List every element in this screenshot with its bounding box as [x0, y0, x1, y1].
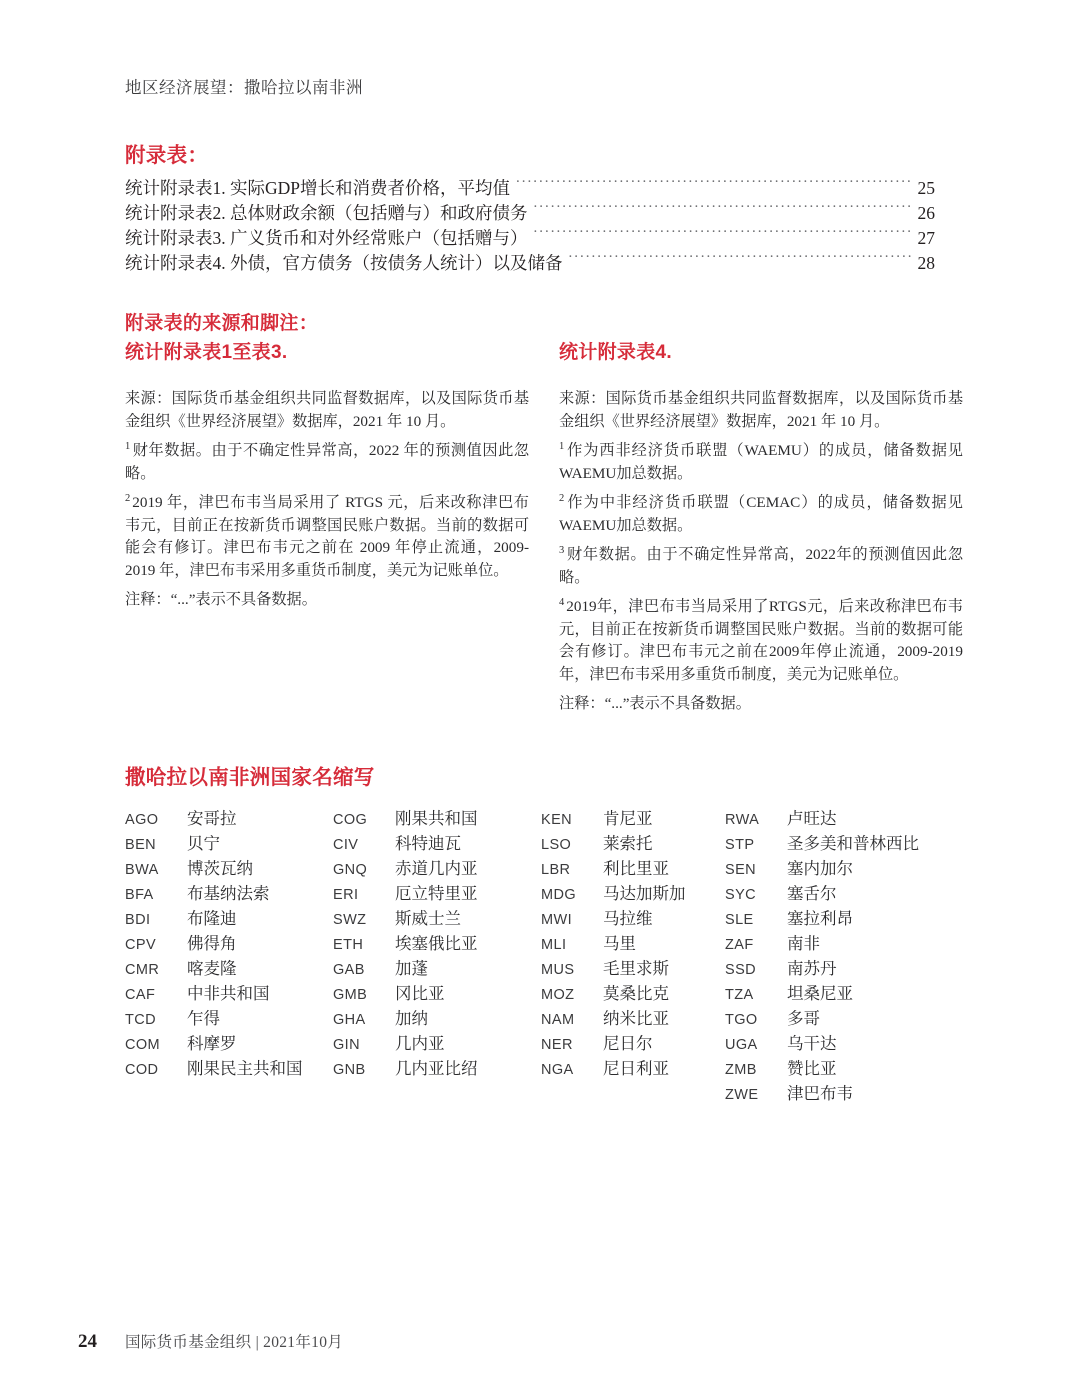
footnote-paragraph [559, 596, 963, 686]
toc-dot-leader [534, 202, 913, 220]
footnote-paragraph [125, 492, 529, 582]
country-code: GHA [333, 1012, 366, 1028]
abbreviation-row [333, 931, 541, 956]
abbreviation-row [541, 806, 725, 831]
footnote-paragraph [559, 492, 963, 537]
country-name: 科摩罗 [187, 1034, 237, 1053]
country-code: SYC [725, 887, 757, 903]
country-code: BWA [125, 862, 159, 878]
footnote-marker: 4 [559, 596, 565, 608]
abbreviation-row [125, 856, 333, 881]
country-code: COM [125, 1037, 161, 1053]
country-name: 喀麦隆 [187, 959, 237, 978]
country-name: 赤道几内亚 [395, 859, 478, 878]
toc-entry[interactable] [125, 251, 935, 276]
abbreviation-row [333, 856, 541, 881]
abbreviation-row [725, 906, 933, 931]
country-name: 冈比亚 [395, 984, 445, 1003]
country-code: SWZ [333, 912, 367, 928]
abbreviation-row [725, 1056, 933, 1081]
country-name: 塞舌尔 [787, 884, 837, 903]
note-text: 注释：“...”表示不具备数据。 [125, 591, 317, 608]
footnote-paragraph [559, 440, 963, 485]
source-note-paragraph [559, 388, 963, 433]
abbreviation-row [333, 881, 541, 906]
note-text: 来源：国际货币基金组织共同监督数据库，以及国际货币基金组织《世界经济展望》数据库，2021 年 10 月。 [125, 390, 529, 430]
note-text: 2019 年，津巴布韦当局采用了 RTGS 元，后来改称津巴布韦元，目前正在按新货币调整国民账户数据。当前的数据可能会有修订。津巴布韦元之前在 2009 年停止流通，2009-2019 年，津巴布韦采用多重货币制度，美元为记账单位。 [125, 494, 529, 579]
abbreviation-row [725, 881, 933, 906]
abbreviation-row [125, 956, 333, 981]
appendix-tables-heading: 附录表： [125, 144, 209, 167]
toc-dot-leader [516, 177, 912, 195]
toc-entry-page-number: 28 [917, 253, 935, 273]
abbreviation-row [333, 981, 541, 1006]
page-footer [78, 1330, 343, 1353]
abbreviation-row [333, 831, 541, 856]
country-code: CIV [333, 837, 359, 853]
country-name: 卢旺达 [787, 809, 837, 828]
toc-dot-leader [534, 227, 913, 245]
toc-entry-label: 统计附录表4. 外债，官方债务（按债务人统计）以及储备 [125, 253, 563, 273]
country-code: NGA [541, 1062, 574, 1078]
country-name: 几内亚比绍 [395, 1059, 478, 1078]
abbreviation-row [125, 881, 333, 906]
country-name: 南苏丹 [787, 959, 837, 978]
abbreviation-row [725, 831, 933, 856]
country-code: CPV [125, 937, 157, 953]
country-name: 佛得角 [187, 934, 237, 953]
country-code: GMB [333, 987, 368, 1003]
toc-entry[interactable] [125, 226, 935, 251]
country-name: 塞拉利昂 [787, 909, 853, 928]
country-code: SSD [725, 962, 757, 978]
abbreviation-row [725, 856, 933, 881]
abbreviation-row [125, 1056, 333, 1081]
note-text: 来源：国际货币基金组织共同监督数据库，以及国际货币基金组织《世界经济展望》数据库，2021 年 10 月。 [559, 390, 963, 430]
country-name: 利比里亚 [603, 859, 669, 878]
abbreviation-row [541, 881, 725, 906]
country-name: 马里 [603, 934, 636, 953]
country-code: BFA [125, 887, 154, 903]
toc-dot-leader [569, 252, 913, 270]
notes-column-left [125, 388, 529, 612]
country-code: ZMB [725, 1062, 757, 1078]
country-name: 津巴布韦 [787, 1084, 853, 1103]
abbreviation-row [333, 1056, 541, 1081]
country-code: TCD [125, 1012, 157, 1028]
country-name: 马拉维 [603, 909, 653, 928]
toc-entry-page-number: 27 [917, 228, 935, 248]
toc-entry-page-number: 25 [917, 178, 935, 198]
country-code: ZWE [725, 1087, 759, 1103]
country-name: 中非共和国 [187, 984, 270, 1003]
abbreviation-row [125, 906, 333, 931]
abbreviation-row [333, 956, 541, 981]
footer-page-number: 24 [78, 1331, 97, 1352]
country-name: 刚果民主共和国 [187, 1059, 303, 1078]
abbreviation-row [541, 931, 725, 956]
note-text: 2019年，津巴布韦当局采用了RTGS元，后来改称津巴布韦元，目前正在按新货币调整国民账户数据。当前的数据可能会有修订。津巴布韦元之前在2009年停止流通，2009-2019年，津巴布韦采用多重货币制度，美元为记账单位。 [559, 598, 963, 683]
sources-and-footnotes-heading: 附录表的来源和脚注： [125, 313, 319, 334]
country-name: 塞内加尔 [787, 859, 853, 878]
abbreviation-row [725, 931, 933, 956]
abbreviation-row [725, 1031, 933, 1056]
abbreviation-row [125, 1031, 333, 1056]
country-code: GAB [333, 962, 365, 978]
abbreviation-row [333, 806, 541, 831]
country-name: 埃塞俄比亚 [395, 934, 478, 953]
toc-entry-page-number: 26 [917, 203, 935, 223]
footnote-marker: 2 [559, 492, 565, 504]
country-name: 科特迪瓦 [395, 834, 461, 853]
country-name: 加蓬 [395, 959, 428, 978]
country-code: TGO [725, 1012, 758, 1028]
toc-entry-label: 统计附录表3. 广义货币和对外经常账户（包括赠与） [125, 228, 528, 248]
country-code: UGA [725, 1037, 758, 1053]
source-note-paragraph [125, 589, 529, 612]
country-code: MUS [541, 962, 575, 978]
country-code: NER [541, 1037, 573, 1053]
country-name: 纳米比亚 [603, 1009, 669, 1028]
country-code: SLE [725, 912, 754, 928]
country-code: BDI [125, 912, 151, 928]
footnote-paragraph [559, 544, 963, 589]
country-name: 莱索托 [603, 834, 653, 853]
country-code: LBR [541, 862, 571, 878]
toc-entry[interactable] [125, 201, 935, 226]
country-name: 乍得 [187, 1009, 220, 1028]
abbreviations-column [333, 806, 541, 1106]
country-name: 厄立特里亚 [395, 884, 478, 903]
country-code: MLI [541, 937, 567, 953]
country-code: CMR [125, 962, 160, 978]
country-code: NAM [541, 1012, 575, 1028]
note-text: 作为西非经济货币联盟（WAEMU）的成员，储备数据见WAEMU加总数据。 [559, 442, 963, 482]
country-abbreviations-grid [125, 806, 985, 1106]
abbreviation-row [725, 806, 933, 831]
abbreviation-row [333, 1031, 541, 1056]
country-code: BEN [125, 837, 157, 853]
abbreviation-row [333, 906, 541, 931]
country-code: ZAF [725, 937, 754, 953]
country-name: 肯尼亚 [603, 809, 653, 828]
footnote-marker: 2 [125, 492, 131, 504]
footnote-paragraph [125, 440, 529, 485]
toc-entry[interactable] [125, 176, 935, 201]
toc-entry-label: 统计附录表1. 实际GDP增长和消费者价格，平均值 [125, 178, 511, 198]
running-header: 地区经济展望：撒哈拉以南非洲 [125, 78, 363, 97]
country-name: 圣多美和普林西比 [787, 834, 919, 853]
abbreviation-row [125, 931, 333, 956]
country-name: 赞比亚 [787, 1059, 837, 1078]
country-name: 刚果共和国 [395, 809, 478, 828]
abbreviations-heading: 撒哈拉以南非洲国家名缩写 [125, 766, 375, 789]
abbreviation-row [541, 1031, 725, 1056]
country-code: GNB [333, 1062, 366, 1078]
country-code: KEN [541, 812, 573, 828]
country-code: AGO [125, 812, 159, 828]
source-note-paragraph [559, 693, 963, 716]
source-note-paragraph [125, 388, 529, 433]
abbreviation-row [541, 906, 725, 931]
country-code: STP [725, 837, 755, 853]
country-code: TZA [725, 987, 754, 1003]
abbreviation-row [725, 1006, 933, 1031]
sources-subheading-tables-1-3: 统计附录表1至表3. [125, 342, 288, 363]
country-code: ETH [333, 937, 364, 953]
country-code: COD [125, 1062, 159, 1078]
abbreviation-row [725, 956, 933, 981]
country-name: 安哥拉 [187, 809, 237, 828]
abbreviation-row [125, 831, 333, 856]
country-code: COG [333, 812, 368, 828]
country-name: 布隆迪 [187, 909, 237, 928]
abbreviation-row [541, 831, 725, 856]
country-name: 斯威士兰 [395, 909, 461, 928]
abbreviation-row [125, 1006, 333, 1031]
footnote-marker: 3 [559, 544, 565, 556]
abbreviation-row [541, 1056, 725, 1081]
toc-entry-label: 统计附录表2. 总体财政余额（包括赠与）和政府债务 [125, 203, 528, 223]
country-code: MOZ [541, 987, 575, 1003]
country-code: ERI [333, 887, 359, 903]
country-name: 南非 [787, 934, 820, 953]
abbreviations-column [125, 806, 333, 1106]
abbreviation-row [725, 981, 933, 1006]
footer-imprint: 国际货币基金组织 | 2021年10月 [125, 1334, 344, 1351]
note-text: 财年数据。由于不确定性异常高，2022 年的预测值因此忽略。 [125, 442, 529, 482]
country-name: 加纳 [395, 1009, 428, 1028]
country-name: 多哥 [787, 1009, 820, 1028]
country-name: 马达加斯加 [603, 884, 686, 903]
country-name: 坦桑尼亚 [787, 984, 853, 1003]
abbreviation-row [541, 956, 725, 981]
footnote-marker: 1 [125, 440, 131, 452]
country-code: LSO [541, 837, 572, 853]
abbreviation-row [125, 981, 333, 1006]
country-code: CAF [125, 987, 156, 1003]
note-text: 财年数据。由于不确定性异常高，2022年的预测值因此忽略。 [559, 546, 963, 586]
abbreviation-row [725, 1081, 933, 1106]
abbreviation-row [333, 1006, 541, 1031]
notes-column-right [559, 388, 963, 716]
country-code: SEN [725, 862, 757, 878]
country-code: RWA [725, 812, 760, 828]
country-name: 乌干达 [787, 1034, 837, 1053]
country-name: 莫桑比克 [603, 984, 669, 1003]
country-code: MDG [541, 887, 577, 903]
country-name: 贝宁 [187, 834, 220, 853]
country-name: 尼日尔 [603, 1034, 653, 1053]
country-code: GIN [333, 1037, 360, 1053]
note-text: 作为中非经济货币联盟（CEMAC）的成员，储备数据见WAEMU加总数据。 [559, 494, 963, 534]
appendix-tables-toc [125, 176, 935, 276]
footnote-marker: 1 [559, 440, 565, 452]
abbreviations-column [541, 806, 725, 1106]
country-code: MWI [541, 912, 572, 928]
country-name: 尼日利亚 [603, 1059, 669, 1078]
country-name: 布基纳法索 [187, 884, 270, 903]
country-name: 毛里求斯 [603, 959, 669, 978]
abbreviations-column [725, 806, 933, 1106]
abbreviation-row [541, 981, 725, 1006]
country-name: 博茨瓦纳 [187, 859, 253, 878]
country-code: GNQ [333, 862, 368, 878]
abbreviation-row [541, 1006, 725, 1031]
sources-subheading-table-4: 统计附录表4. [559, 342, 672, 363]
abbreviation-row [125, 806, 333, 831]
abbreviation-row [541, 856, 725, 881]
country-name: 几内亚 [395, 1034, 445, 1053]
note-text: 注释：“...”表示不具备数据。 [559, 695, 751, 712]
